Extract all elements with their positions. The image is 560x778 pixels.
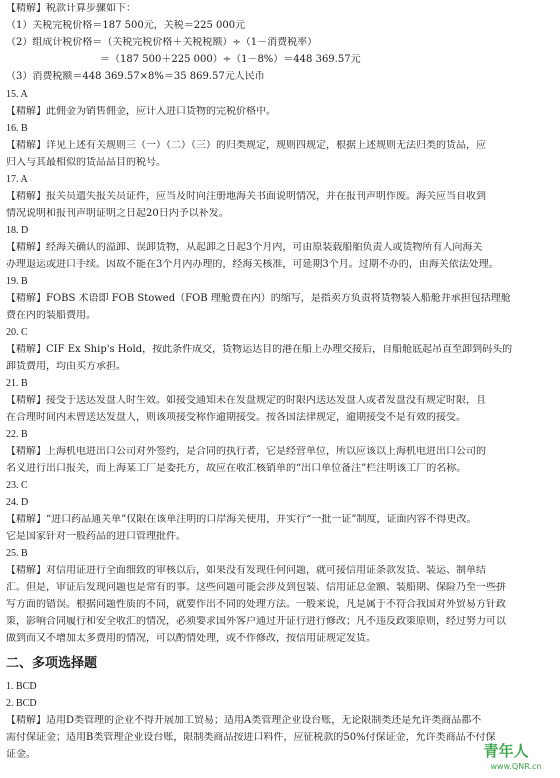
- answer-21: 21. B: [6, 378, 28, 389]
- watermark-icon: [458, 740, 554, 772]
- line-25: 在合理时间内未曾送达发盘人，则该项接受称作逾期接受。按各国法律规定，逾期接受不是有效的接受。: [6, 412, 466, 423]
- line-24: 【精解】接受于送达发盘人时生效。如接受通知未在发盘规定的时限内送达发盘人或者发盘没有规定时限，且: [6, 395, 486, 406]
- answer-19: 19. B: [6, 276, 28, 287]
- line-15: 【精解】经海关确认的溢卸、误卸货物，从起卸之日起3个月内，可由原装载船舶负责人或货物所有人向海关: [6, 242, 483, 253]
- line-43: 需付保证金；适用B类管理企业设台账，限制类商品按进口料件，应征税款的50%付保证金，允许类商品不付保: [6, 732, 496, 743]
- watermark-cn: 青年人: [483, 742, 529, 760]
- watermark-url: www.QNR.cn: [490, 762, 542, 771]
- answer-17: 17. A: [6, 174, 28, 185]
- line-37: 策，影响合同履行和安全收汇的情况，必须要求国外客户通过开证行进行修改；凡不违反政策原则，经过努力可以: [6, 616, 506, 627]
- line-16: 办理退运或进口手续。因故不能在3个月内办理的，经海关核准，可延期3个月。过期不办的，由海关依法处理。: [6, 259, 499, 270]
- line-2: （1）关税完税价格＝187 500元，关税＝225 000元: [6, 20, 246, 31]
- answer-16: 16. B: [6, 123, 28, 134]
- line-9: 【精解】详见上述有关规则三（一）（二）（三）的归类规定，规则四规定，根据上述规则无法归类的货品，应: [6, 140, 486, 151]
- line-10: 归入与其最相似的货品品目的税号。: [6, 157, 166, 168]
- line-12: 【精解】报关员遗失报关员证件，应当及时向注册地海关书面说明情况，并在报刊声明作废。海关应当自收到: [6, 191, 486, 202]
- answer-25: 25. B: [6, 548, 28, 559]
- line-32: 它是国家针对一般药品的进口管理批件。: [6, 531, 186, 542]
- line-44: 证金。: [6, 749, 36, 760]
- watermark-logo: [458, 740, 554, 772]
- line-35: 汇。但是，审证后发现问题也是常有的事。这些问题可能会涉及到包装、信用证总金额、装船期、保险乃至一些拼: [6, 582, 506, 593]
- line-22: 卸货费用，均由买方承担。: [6, 361, 126, 372]
- line-34: 【精解】对信用证进行全面细致的审核以后，如果没有发现任何问题，就可接信用证条款发货、装运、制单结: [6, 565, 486, 576]
- line-38: 做到而又不增加太多费用的情况，可以酌情处理，或不作修改，按信用证规定发货。: [6, 633, 376, 644]
- answer-20: 20. C: [6, 327, 28, 338]
- line-7: 【精解】此佣金为销售佣金，应计入进口货物的完税价格中。: [6, 106, 276, 117]
- line-21: 【精解】CIF Ex Ship's Hold，按此条件成交，货物运达目的港在船上办理交接后，自船舱底起吊直至卸到码头的: [6, 344, 513, 355]
- answer-15: 15. A: [6, 89, 28, 100]
- line-5: （3）消费税额＝448 369.57×8%＝35 869.57元人民币: [6, 71, 265, 82]
- line-1: 【精解】税款计算步骤如下：: [6, 3, 136, 14]
- line-18: 【精解】FOBS 术语即 FOB Stowed（FOB 理舱费在内）的缩写，是指卖方负责将货物装入船舱并承担包括理舱: [6, 293, 511, 304]
- answer-23: 23. C: [6, 480, 28, 491]
- line-3: （2）组成计税价格＝（关税完税价格＋关税税额）÷（1－消费税率）: [6, 37, 318, 48]
- line-31: 【精解】“进口药品通关单”仅限在该单注明的口岸海关使用，并实行“一批一证”制度，证面内容不得更改。: [6, 514, 477, 525]
- section-heading: 二、多项选择题: [6, 656, 98, 671]
- answer-24: 24. D: [6, 497, 29, 508]
- line-42: 【精解】适用D类管理的企业不得开展加工贸易；适用A类管理企业设台账，无论限制类还是允许类商品都不: [6, 715, 482, 726]
- answer-22: 22. B: [6, 429, 28, 440]
- answer-m1: 1. BCD: [6, 681, 37, 692]
- line-27: 【精解】上海机电进出口公司对外签约，是合同的执行者，它是经营单位，所以应该以上海机电进出口公司的: [6, 446, 486, 457]
- line-28: 名义进行出口报关，而上海某工厂是委托方，故应在收汇核销单的“出口单位备注”栏注明该工厂的名称。: [6, 463, 467, 474]
- line-13: 情况说明和报刊声明证明之日起20日内予以补发。: [6, 208, 229, 219]
- answer-18: 18. D: [6, 225, 29, 236]
- answer-m2: 2. BCD: [6, 698, 37, 709]
- line-4: ＝（187 500＋225 000）÷（1－8%）＝448 369.57元: [100, 54, 361, 65]
- line-19: 费在内的装船费用。: [6, 310, 96, 321]
- line-36: 写方面的错误。根据问题性质的不同，就要作出不同的处理方法。一般来说，凡是属于不符合我国对外贸易方针政: [6, 599, 506, 610]
